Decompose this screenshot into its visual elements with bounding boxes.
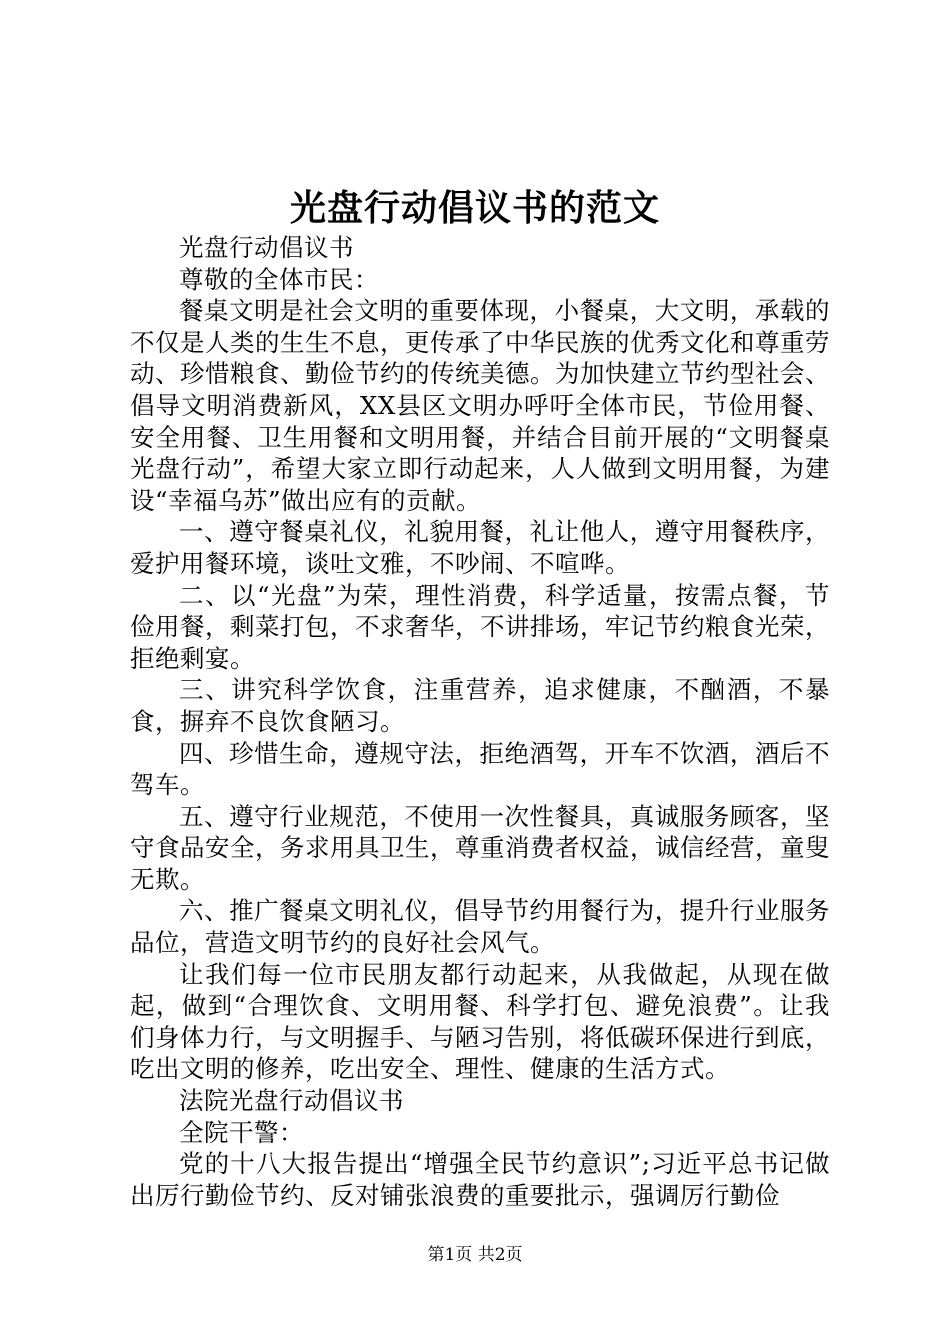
paragraph: 光盘行动倡议书 bbox=[179, 233, 354, 262]
paragraph: 尊敬的全体市民： bbox=[179, 264, 379, 294]
paragraph: 党的十八大报告提出“增强全民节约意识”;习近平总书记做出厉行勤俭节约、反对铺张浪费的重要批示，强调厉行勤俭 bbox=[130, 1149, 830, 1210]
paragraph: 让我们每一位市民朋友都行动起来，从我做起，从现在做起，做到“合理饮食、文明用餐、科学打包、避免浪费”。让我们身体力行，与文明握手、与陋习告别，将低碳环保进行到底，吃出文明的修养，吃出安全、理性、健康的生活方式。 bbox=[130, 959, 830, 1084]
page-footer: 第1页 共2页 bbox=[427, 1245, 523, 1265]
paragraph: 餐桌文明是社会文明的重要体现，小餐桌，大文明，承载的不仅是人类的生生不息，更传承了中华民族的优秀文化和尊重劳动、珍惜粮食、勤俭节约的传统美德。为加快建立节约型社会、倡导文明消费新风，XX县区文明办呼吁全体市民，节俭用餐、安全用餐、卫生用餐和文明用餐，并结合目前开展的“文明餐桌光盘行动”，希望大家立即行动起来，人人做到文明用餐，为建设“幸福乌苏”做出应有的贡献。 bbox=[130, 296, 830, 515]
paragraph: 六、推广餐桌文明礼仪，倡导节约用餐行为，提升行业服务品位，营造文明节约的良好社会风气。 bbox=[130, 896, 830, 958]
paragraph: 二、以“光盘”为荣，理性消费，科学适量，按需点餐，节俭用餐，剩菜打包，不求奢华，不讲排场，牢记节约粮食光荣，拒绝剩宴。 bbox=[130, 580, 830, 673]
document-title: 光盘行动倡议书的范文 bbox=[289, 187, 660, 229]
paragraph: 五、遵守行业规范，不使用一次性餐具，真诚服务顾客，坚守食品安全，务求用具卫生，尊重消费者权益，诚信经营，童叟无欺。 bbox=[130, 801, 830, 894]
paragraph: 全院干警： bbox=[179, 1117, 304, 1147]
paragraph: 三、讲究科学饮食，注重营养，追求健康，不酗酒，不暴食，摒弃不良饮食陋习。 bbox=[130, 675, 830, 736]
paragraph: 一、遵守餐桌礼仪，礼貌用餐，礼让他人，遵守用餐秩序，爱护用餐环境，谈吐文雅，不吵闹、不喧哗。 bbox=[130, 517, 830, 578]
paragraph: 四、珍惜生命，遵规守法，拒绝酒驾，开车不饮酒，酒后不驾车。 bbox=[130, 738, 830, 800]
document-body bbox=[130, 232, 830, 1211]
paragraph: 法院光盘行动倡议书 bbox=[179, 1086, 404, 1116]
